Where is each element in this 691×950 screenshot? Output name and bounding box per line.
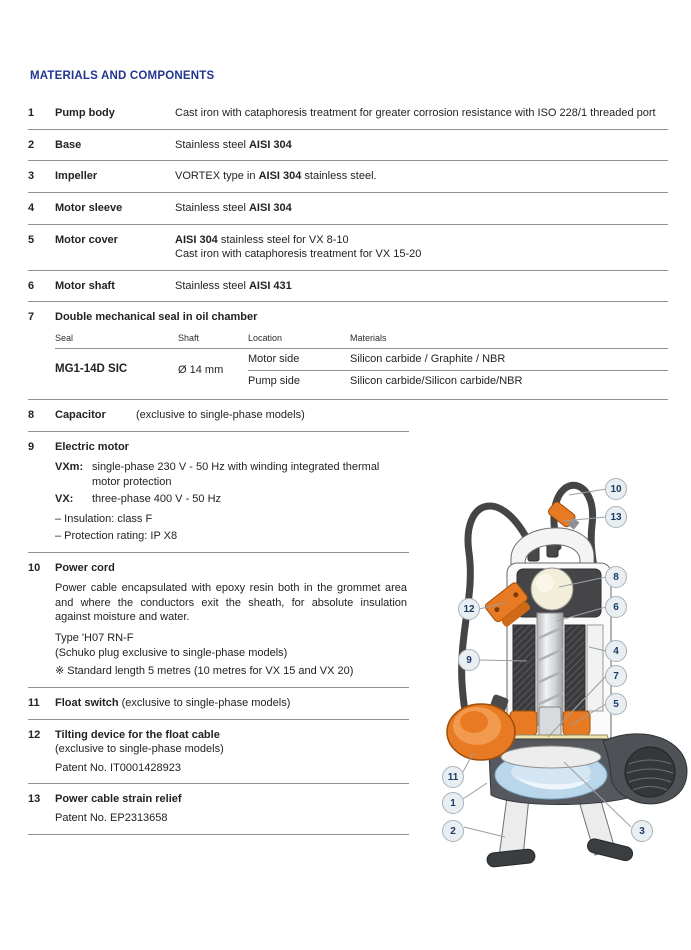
pump-illustration bbox=[431, 455, 691, 875]
power-cord-type: Type 'H07 RN-F bbox=[55, 632, 134, 645]
table-row bbox=[28, 688, 409, 720]
row-number: 7 bbox=[28, 311, 35, 324]
spec-label: VXm: bbox=[55, 461, 84, 474]
seal-shaft-diameter: Ø 14 mm bbox=[178, 363, 224, 376]
callout-badge-8: 8 bbox=[605, 566, 627, 588]
component-description: VORTEX type in AISI 304 stainless steel. bbox=[175, 170, 377, 183]
seal-model: MG1-14D SIC bbox=[55, 363, 128, 376]
spec-text: single-phase 230 V - 50 Hz with winding integrated thermal motor protection bbox=[92, 461, 380, 489]
table-row bbox=[28, 271, 668, 303]
seal-section bbox=[55, 310, 668, 391]
table-row bbox=[28, 400, 409, 432]
component-name: Power cable strain relief bbox=[55, 793, 182, 806]
component-name: Motor shaft bbox=[55, 279, 115, 292]
table-row-strain-relief bbox=[28, 784, 409, 834]
table-row-seal bbox=[28, 302, 668, 400]
float-switch-section: Float switch (exclusive to single-phase models) bbox=[55, 696, 291, 709]
row-number: 6 bbox=[28, 279, 35, 292]
seal-location: Pump side bbox=[248, 370, 350, 392]
table-row-tilting-device bbox=[28, 720, 409, 785]
power-cord-plug-note: (Schuko plug exclusive to single-phase models) bbox=[55, 646, 288, 659]
spec-note: – Protection rating: IP X8 bbox=[55, 529, 178, 542]
component-name: Motor sleeve bbox=[55, 201, 123, 214]
seal-table bbox=[55, 332, 668, 391]
patent-number: Patent No. EP2313658 bbox=[55, 812, 168, 825]
row-number: 3 bbox=[28, 170, 35, 183]
callout-badge-10: 10 bbox=[605, 478, 627, 500]
table-row-electric-motor bbox=[28, 432, 409, 553]
callout-badge-11: 11 bbox=[442, 766, 464, 788]
row-number: 11 bbox=[28, 696, 40, 709]
power-cord-length-note: ※ Standard length 5 metres (10 metres for VX 15 and VX 20) bbox=[55, 665, 354, 678]
row-number: 9 bbox=[28, 440, 35, 453]
seal-materials: Silicon carbide/Silicon carbide/NBR bbox=[350, 370, 668, 392]
table-row bbox=[28, 98, 668, 130]
callout-badge-2: 2 bbox=[442, 820, 464, 842]
spec-vxm bbox=[55, 460, 409, 489]
component-description: AISI 304 stainless steel for VX 8-10 Cast iron with cataphoresis treatment for VX 15-20 bbox=[175, 233, 422, 261]
spec-note: – Insulation: class F bbox=[55, 513, 153, 526]
component-name: Double mechanical seal in oil chamber bbox=[55, 311, 258, 324]
component-description: Stainless steel AISI 304 bbox=[175, 138, 292, 151]
seal-location: Motor side bbox=[248, 352, 300, 365]
page-title: MATERIALS AND COMPONENTS bbox=[30, 70, 215, 82]
spec-vx bbox=[55, 492, 409, 507]
row-number: 5 bbox=[28, 233, 35, 246]
power-cord-paragraph: Power cable encapsulated with epoxy resin both in the grommet area and where the conductors exit the sheath, for absolute insulation against moisture and water. bbox=[55, 582, 407, 624]
component-note: (exclusive to single-phase models) bbox=[55, 743, 224, 756]
table-row bbox=[28, 161, 668, 193]
spec-label: VX: bbox=[55, 492, 74, 505]
component-name: Tilting device for the float cable bbox=[55, 728, 220, 741]
strain-relief-section bbox=[55, 792, 409, 825]
table-row bbox=[28, 225, 668, 271]
component-name: Pump body bbox=[55, 107, 115, 119]
table-row bbox=[28, 130, 668, 162]
row-number: 8 bbox=[28, 409, 35, 422]
callout-badge-1: 1 bbox=[442, 792, 464, 814]
component-description: Stainless steel AISI 304 bbox=[175, 201, 292, 214]
row-number: 10 bbox=[28, 561, 41, 574]
component-name: Capacitor bbox=[55, 409, 106, 422]
seal-col-header: Seal bbox=[55, 332, 178, 349]
callout-badge-13: 13 bbox=[605, 506, 627, 528]
callout-badge-4: 4 bbox=[605, 640, 627, 662]
row-number: 4 bbox=[28, 201, 35, 214]
seal-materials: Silicon carbide / Graphite / NBR bbox=[350, 352, 506, 365]
component-name: Electric motor bbox=[55, 440, 129, 453]
tilting-device-section bbox=[55, 728, 409, 776]
callout-badge-9: 9 bbox=[458, 649, 480, 671]
component-note: (exclusive to single-phase models) bbox=[136, 409, 305, 422]
row-number: 12 bbox=[28, 728, 41, 741]
callout-badge-5: 5 bbox=[605, 693, 627, 715]
row-number: 1 bbox=[28, 107, 35, 119]
power-cord-section bbox=[55, 561, 409, 679]
component-name: Power cord bbox=[55, 561, 115, 574]
seal-col-header: Location bbox=[248, 332, 350, 349]
callout-badge-7: 7 bbox=[605, 665, 627, 687]
component-description: Cast iron with cataphoresis treatment for greater corrosion resistance with ISO 228/1 threaded port bbox=[175, 107, 656, 119]
row-number: 13 bbox=[28, 793, 41, 806]
seal-col-header: Shaft bbox=[178, 332, 248, 349]
seal-col-header: Materials bbox=[350, 332, 668, 349]
component-name: Motor cover bbox=[55, 233, 118, 246]
spec-text: three-phase 400 V - 50 Hz bbox=[92, 492, 222, 505]
component-name: Base bbox=[55, 138, 82, 151]
callout-badge-6: 6 bbox=[605, 596, 627, 618]
callout-badge-12: 12 bbox=[458, 598, 480, 620]
component-description: Stainless steel AISI 431 bbox=[175, 279, 292, 292]
table-row bbox=[28, 193, 668, 225]
callout-badge-3: 3 bbox=[631, 820, 653, 842]
table-row-power-cord bbox=[28, 553, 409, 688]
row-number: 2 bbox=[28, 138, 35, 151]
patent-number: Patent No. IT0001428923 bbox=[55, 761, 181, 774]
electric-motor-section bbox=[55, 440, 409, 544]
component-name: Impeller bbox=[55, 170, 98, 183]
